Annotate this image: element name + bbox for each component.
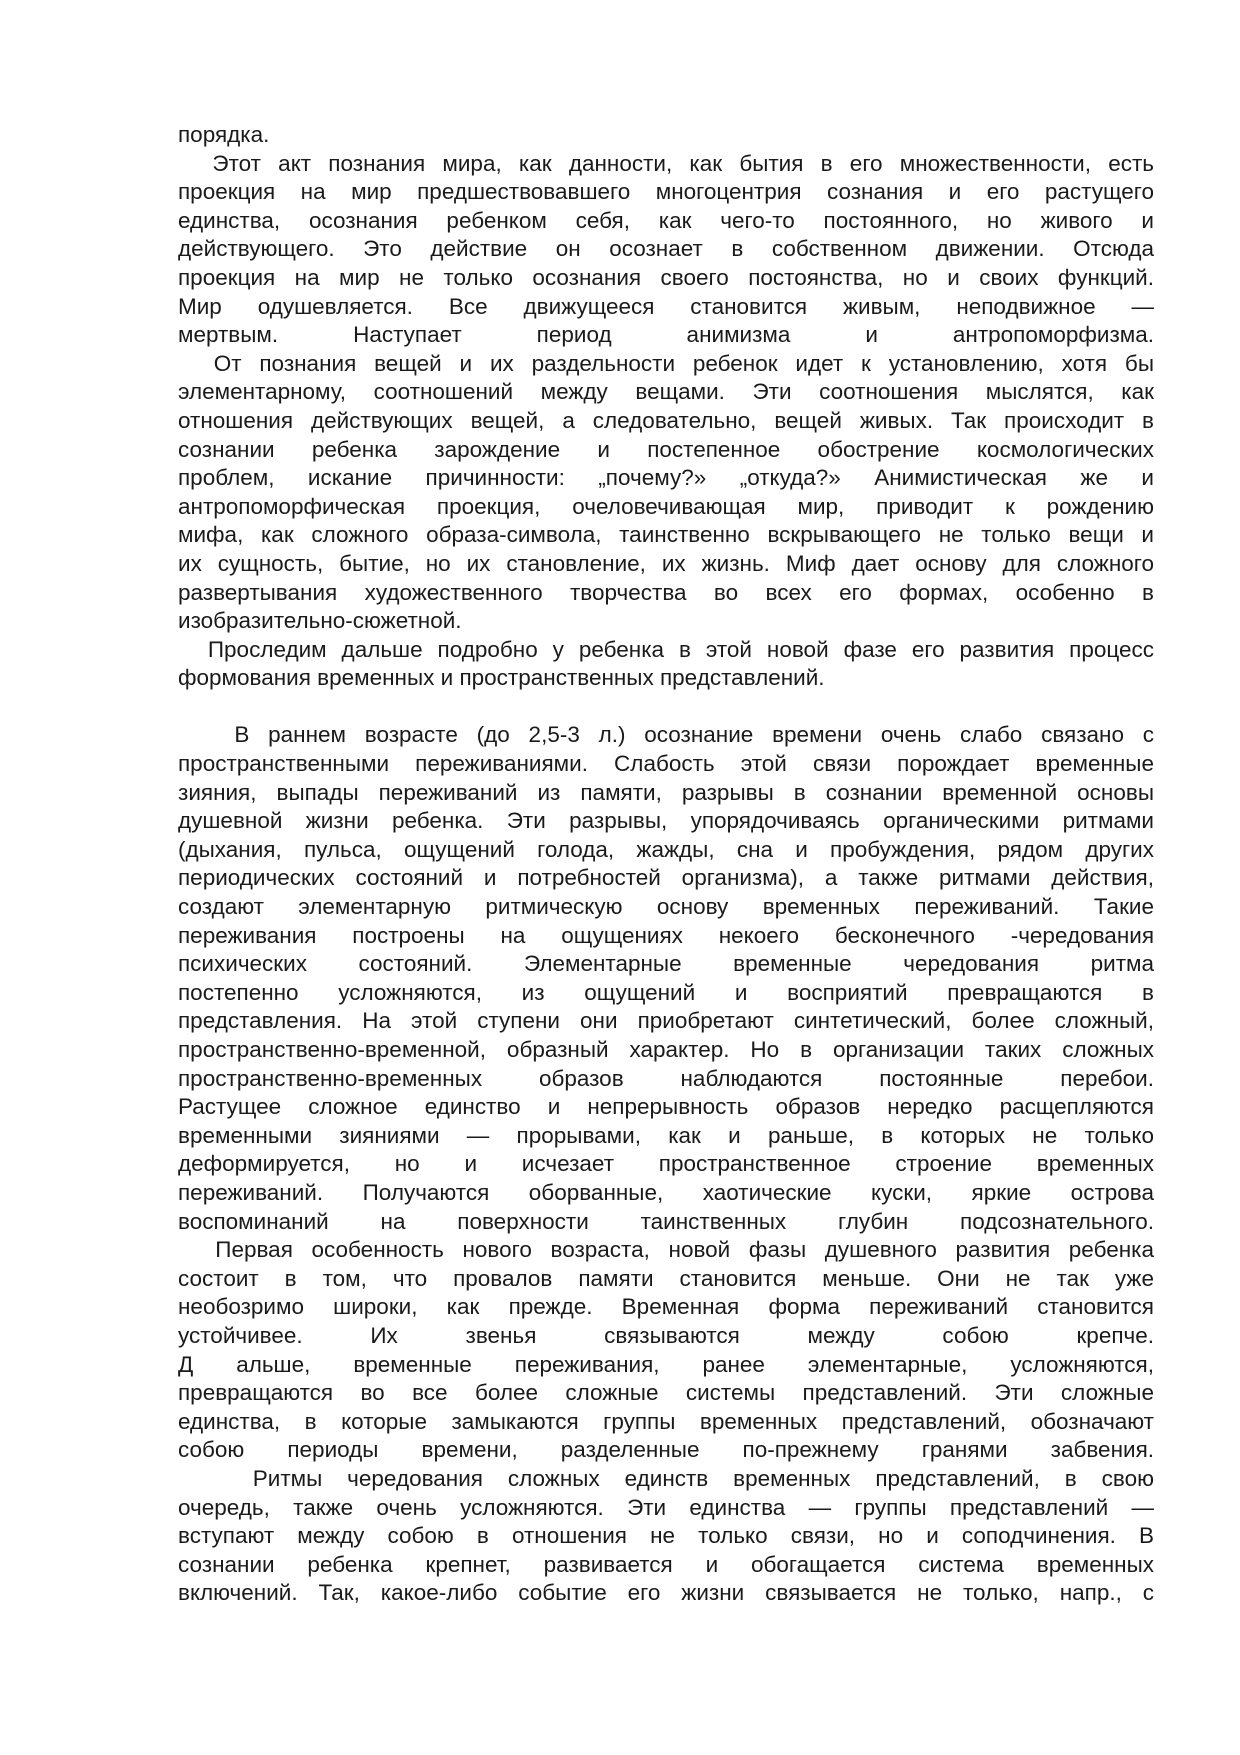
text-line: элементарному, соотношений между вещами. Эти соотношения мыслятся, как bbox=[178, 379, 1154, 405]
text-line: формования временных и пространственных представлений. bbox=[178, 665, 825, 691]
text-line: включений. Так, какое-либо событие его жизни связывается не только, напр., с bbox=[178, 1580, 1154, 1606]
text-line: Этот акт познания мира, как данности, как бытия в его множественности, есть bbox=[178, 150, 1154, 176]
text-line: сознании ребенка крепнет, развивается и обогащается система временных bbox=[178, 1551, 1154, 1577]
text-line: пространственно-временной, образный характер. Но в организации таких сложных bbox=[178, 1037, 1154, 1062]
text-line: порядка. bbox=[178, 122, 270, 147]
text-line: представления. На этой ступени они приобретают синтетический, более сложный, bbox=[178, 1008, 1154, 1034]
text-line: действующего. Это действие он осознает в собственном движении. Отсюда bbox=[178, 236, 1154, 262]
text-line: сознании ребенка зарождение и постепенное обострение космологических bbox=[178, 436, 1154, 462]
text-line: От познания вещей и их раздельности ребенок идет к установлению, хотя бы bbox=[178, 350, 1154, 376]
text-line: их сущность, бытие, но их становление, их жизнь. Миф дает основу для сложного bbox=[178, 550, 1154, 576]
text-line: отношения действующих вещей, а следовательно, вещей живых. Так происходит в bbox=[178, 407, 1154, 433]
text-line: Первая особенность нового возраста, новой фазы душевного развития ребенка bbox=[178, 1237, 1154, 1263]
text-line: единства, осознания ребенком себя, как чего-то постоянного, но живого и bbox=[178, 207, 1154, 233]
text-line: собою периоды времени, разделенные по-прежнему гранями забвения. bbox=[178, 1437, 1154, 1463]
text-line: деформируется, но и исчезает пространственное строение временных bbox=[178, 1151, 1154, 1177]
text-line: Мир одушевляется. Все движущееся становится живым, неподвижное — bbox=[178, 293, 1154, 319]
text-line: В раннем возрасте (до 2,5-3 л.) осознание времени очень слабо связано с bbox=[178, 722, 1154, 748]
blank-line bbox=[178, 693, 1154, 722]
text-line: временными зияниями — прорывами, как и раньше, в которых не только bbox=[178, 1122, 1154, 1148]
text-line: проекция на мир не только осознания своего постоянства, но и своих функций. bbox=[178, 264, 1154, 290]
text-line: Ритмы чередования сложных единств временных представлений, в свою bbox=[178, 1465, 1154, 1491]
text-line: очередь, также очень усложняются. Эти единства — группы представлений — bbox=[178, 1494, 1154, 1520]
text-line: Д альше, временные переживания, ранее элементарные, усложняются, bbox=[178, 1351, 1154, 1377]
text-line: мертвым. Наступает период анимизма и антропоморфизма. bbox=[178, 322, 1154, 348]
text-line: превращаются во все более сложные системы представлений. Эти сложные bbox=[178, 1380, 1154, 1406]
text-line: необозримо широки, как прежде. Временная форма переживаний становится bbox=[178, 1294, 1154, 1320]
text-line: антропоморфическая проекция, очеловечивающая мир, приводит к рождению bbox=[178, 493, 1154, 519]
text-line bbox=[178, 1608, 1154, 1637]
text-line: создают элементарную ритмическую основу временных переживаний. Такие bbox=[178, 894, 1154, 920]
text-line: мифа, как сложного образа-символа, таинственно вскрывающего не только вещи и bbox=[178, 522, 1154, 548]
text-line: развертывания художественного творчества во всех его формах, особенно в bbox=[178, 579, 1154, 605]
text-line: переживания построены на ощущениях некоего бесконечного -чередования bbox=[178, 922, 1154, 948]
text-line: единства, в которые замыкаются группы временных представлений, обозначают bbox=[178, 1408, 1154, 1434]
text-line: постепенно усложняются, из ощущений и восприятий превращаются в bbox=[178, 979, 1154, 1005]
text-line: Растущее сложное единство и непрерывность образов нередко расщепляются bbox=[178, 1094, 1154, 1120]
text-line: психических состояний. Элементарные временные чередования ритма bbox=[178, 951, 1154, 977]
body-text bbox=[178, 121, 1154, 1636]
text-line: вступают между собою в отношения не только связи, но и соподчинения. В bbox=[178, 1523, 1154, 1549]
text-line: Проследим дальше подробно у ребенка в этой новой фазе его развития процесс bbox=[178, 636, 1154, 662]
text-line: изобразительно-сюжетной. bbox=[178, 608, 462, 634]
text-line: устойчивее. Их звенья связываются между собою крепче. bbox=[178, 1322, 1154, 1348]
text-line: проекция на мир предшествовавшего многоцентрия сознания и его растущего bbox=[178, 179, 1154, 205]
text-line: состоит в том, что провалов памяти становится меньше. Они не так уже bbox=[178, 1265, 1154, 1291]
text-line: пространственными переживаниями. Слабость этой связи порождает временные bbox=[178, 751, 1154, 777]
text-line: душевной жизни ребенка. Эти разрывы, упорядочиваясь органическими ритмами bbox=[178, 808, 1154, 834]
text-line: периодических состояний и потребностей организма), а также ритмами действия, bbox=[178, 865, 1154, 891]
text-line: пространственно-временных образов наблюдаются постоянные перебои. bbox=[178, 1065, 1154, 1091]
text-line: (дыхания, пульса, ощущений голода, жажды, сна и пробуждения, рядом других bbox=[178, 836, 1154, 862]
text-line: воспоминаний на поверхности таинственных глубин подсознательного. bbox=[178, 1208, 1154, 1234]
text-line: зияния, выпады переживаний из памяти, разрывы в сознании временной основы bbox=[178, 779, 1154, 805]
text-line: проблем, искание причинности: „почему?» „откуда?» Анимистическая же и bbox=[178, 465, 1154, 491]
text-line: переживаний. Получаются оборванные, хаотические куски, яркие острова bbox=[178, 1179, 1154, 1205]
